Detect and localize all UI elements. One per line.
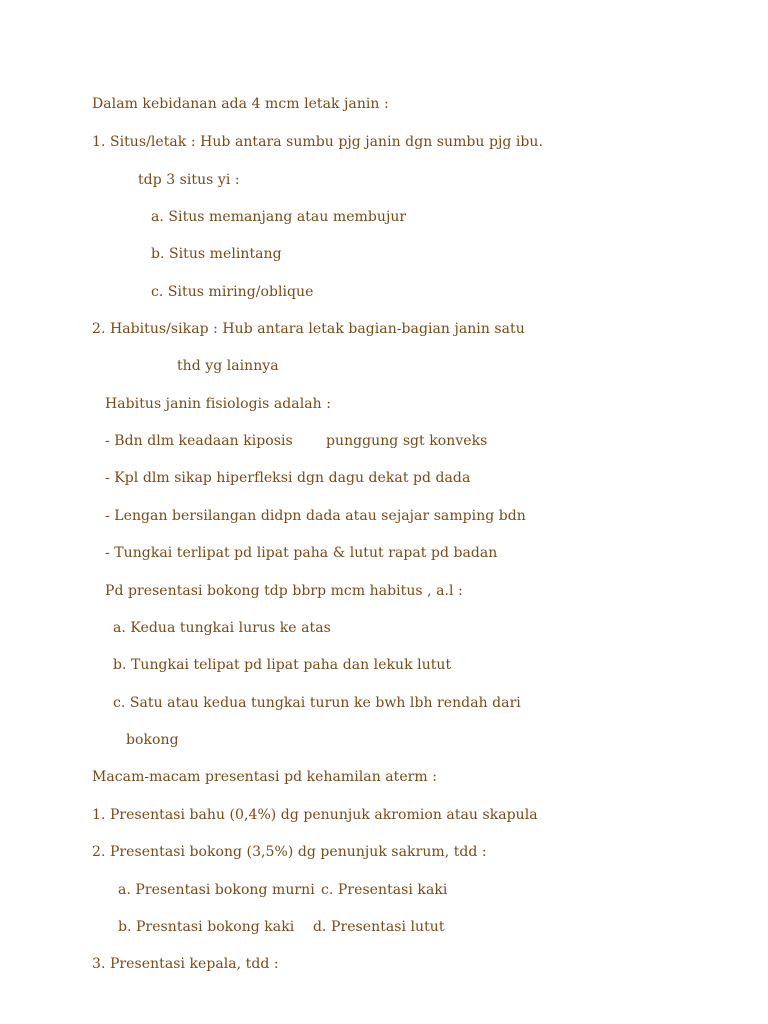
habitus-fisiologis-title: Habitus janin fisiologis adalah : <box>105 396 331 412</box>
bokong-type-b: b. Presntasi bokong kaki <box>118 919 295 935</box>
bokong-type-c: c. Presentasi kaki <box>321 882 448 898</box>
situs-item-b: b. Situs melintang <box>151 246 282 262</box>
bokong-habitus-item: c. Satu atau kedua tungkai turun ke bwh lbh rendah dari <box>113 695 521 711</box>
presentasi-kepala: 3. Presentasi kepala, tdd : <box>92 956 279 972</box>
presentasi-title: Macam-macam presentasi pd kehamilan aterm : <box>92 769 438 785</box>
situs-heading: 1. Situs/letak : Hub antara sumbu pjg janin dgn sumbu pjg ibu. <box>92 134 544 150</box>
bokong-habitus-cont: bokong <box>126 732 179 748</box>
situs-item-a: a. Situs memanjang atau membujur <box>151 209 407 225</box>
fisiologis-item: - Tungkai terlipat pd lipat paha & lutut rapat pd badan <box>105 545 498 561</box>
fisiologis-item-extra: punggung sgt konveks <box>326 433 488 449</box>
bokong-habitus-item: a. Kedua tungkai lurus ke atas <box>113 620 331 636</box>
fisiologis-item: - Kpl dlm sikap hiperfleksi dgn dagu dekat pd dada <box>105 470 471 486</box>
presentasi-bokong: 2. Presentasi bokong (3,5%) dg penunjuk sakrum, tdd : <box>92 844 487 860</box>
bokong-type-d: d. Presentasi lutut <box>313 919 445 935</box>
situs-item-c: c. Situs miring/oblique <box>151 284 314 300</box>
presentasi-bahu: 1. Presentasi bahu (0,4%) dg penunjuk akromion atau skapula <box>92 807 538 823</box>
intro-text: Dalam kebidanan ada 4 mcm letak janin : <box>92 96 389 112</box>
habitus-heading-cont: thd yg lainnya <box>177 358 279 374</box>
bokong-type-a: a. Presentasi bokong murni <box>118 882 315 898</box>
bokong-habitus-title: Pd presentasi bokong tdp bbrp mcm habitus , a.l : <box>105 583 463 599</box>
situs-sub: tdp 3 situs yi : <box>138 172 240 188</box>
bokong-habitus-item: b. Tungkai telipat pd lipat paha dan lekuk lutut <box>113 657 452 673</box>
fisiologis-item: - Bdn dlm keadaan kiposis <box>105 433 293 449</box>
habitus-heading: 2. Habitus/sikap : Hub antara letak bagian-bagian janin satu <box>92 321 525 337</box>
fisiologis-item: - Lengan bersilangan didpn dada atau sejajar samping bdn <box>105 508 526 524</box>
